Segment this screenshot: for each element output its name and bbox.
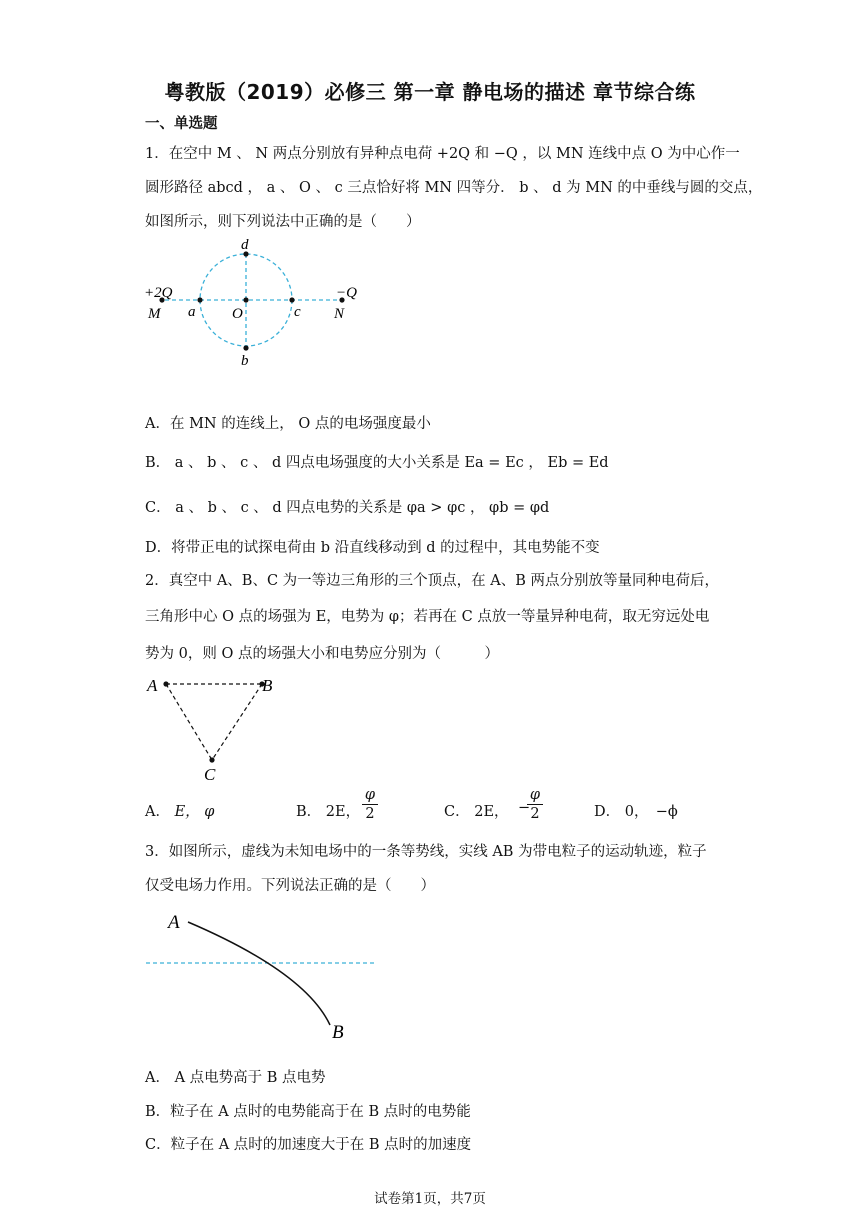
q1-label-d: d xyxy=(241,237,249,253)
q2-option-C-denominator: 2 xyxy=(530,806,540,822)
q1-label-left-charge: +2Q xyxy=(144,285,173,301)
q2-option-B xyxy=(296,800,360,821)
q1-stem-line2: 圆形路径 abcd ， a 、 O 、 c 三点恰好将 MN 四等分． b 、 d 为 MN 的中垂线与圆的交点， xyxy=(145,180,763,196)
q2-option-C-label: C． xyxy=(444,804,470,820)
q2-option-C-value: 2E， xyxy=(474,804,509,820)
q2-option-B-denominator: 2 xyxy=(365,806,375,822)
q3-option-B: B．粒子在 A 点时的电势能高于在 B 点时的电势能 xyxy=(145,1104,471,1120)
q1-option-B: B． a 、 b 、 c 、 d 四点电场强度的大小关系是 Ea = Ec ， Eb = Ed xyxy=(145,455,609,471)
q3-option-C: C．粒子在 A 点时的加速度大于在 B 点时的加速度 xyxy=(145,1137,472,1153)
q1-label-O: O xyxy=(232,306,243,322)
q2-edge-AC xyxy=(166,684,212,760)
q1-stem-line1: 1．在空中 M 、 N 两点分别放有异种点电荷 +2Q 和 −Q ，以 MN 连线中点 O 为中心作一 xyxy=(145,146,740,162)
q2-label-A: A xyxy=(147,676,158,695)
q2-option-B-fraction xyxy=(362,786,378,823)
q2-figure xyxy=(142,672,282,787)
q3-label-B: B xyxy=(332,1022,344,1043)
q2-option-B-label: B． xyxy=(296,804,322,820)
q1-label-b: b xyxy=(241,353,249,369)
q2-option-C-numerator: φ xyxy=(527,786,543,805)
q1-option-A: A．在 MN 的连线上， O 点的电场强度最小 xyxy=(145,416,431,432)
q1-label-c: c xyxy=(294,304,301,320)
q2-option-A xyxy=(145,800,214,821)
q3-stem-line2: 仅受电场力作用。下列说法正确的是（ ） xyxy=(145,878,435,894)
q3-figure xyxy=(140,902,385,1047)
q1-stem-line3: 如图所示，则下列说法中正确的是（ ） xyxy=(145,214,421,230)
q2-point-A xyxy=(163,681,168,686)
q2-edge-BC xyxy=(212,684,262,760)
q2-option-D xyxy=(594,800,678,821)
q2-option-B-value: 2E， xyxy=(325,804,361,820)
q1-figure xyxy=(140,232,370,372)
q2-option-A-label: A． xyxy=(145,804,170,820)
q2-option-C-fraction xyxy=(527,786,543,823)
q3-label-A: A xyxy=(168,912,180,933)
q1-point-O xyxy=(243,297,248,302)
q2-option-C-sign: − xyxy=(518,800,531,816)
q2-option-D-label: D． xyxy=(594,804,621,820)
q1-label-right-charge: −Q xyxy=(336,285,357,301)
q2-point-C xyxy=(209,757,214,762)
q1-option-C: C． a 、 b 、 c 、 d 四点电势的关系是 φa > φc ， φb = φd xyxy=(145,500,550,516)
q2-label-C: C xyxy=(204,765,216,784)
q1-point-a xyxy=(197,297,202,302)
q3-option-A: A． A 点电势高于 B 点电势 xyxy=(145,1070,326,1086)
page-footer: 试卷第1页，共7页 xyxy=(374,1191,486,1207)
q2-label-B: B xyxy=(262,676,273,695)
q2-option-B-numerator: φ xyxy=(362,786,378,805)
q3-stem-line1: 3．如图所示，虚线为未知电场中的一条等势线，实线 AB 为带电粒子的运动轨迹，粒子 xyxy=(145,844,707,860)
q2-option-C xyxy=(444,800,509,821)
q2-stem-line1: 2．真空中 A、B、C 为一等边三角形的三个顶点，在 A、B 两点分别放等量同种电荷后， xyxy=(145,573,720,589)
q2-stem-line2: 三角形中心 O 点的场强为 E，电势为 φ；若再在 C 点放一等量异种电荷，取无穷远处电 xyxy=(145,609,710,625)
q1-point-b xyxy=(243,345,248,350)
q2-option-A-value: E， φ xyxy=(174,804,215,820)
q2-option-D-value: 0， −ϕ xyxy=(624,804,678,820)
page-title: 粤教版（2019）必修三 第一章 静电场的描述 章节综合练 xyxy=(164,80,696,104)
q2-stem-line3: 势为 0，则 O 点的场强大小和电势应分别为（ ） xyxy=(145,646,499,662)
section-heading: 一、单选题 xyxy=(145,116,218,132)
q1-label-M: M xyxy=(148,306,161,322)
q1-label-N: N xyxy=(334,306,345,322)
q1-option-D: D．将带正电的试探电荷由 b 沿直线移动到 d 的过程中，其电势能不变 xyxy=(145,540,600,556)
q1-point-c xyxy=(289,297,294,302)
q3-trajectory-curve xyxy=(188,922,330,1025)
q1-label-a: a xyxy=(188,304,196,320)
